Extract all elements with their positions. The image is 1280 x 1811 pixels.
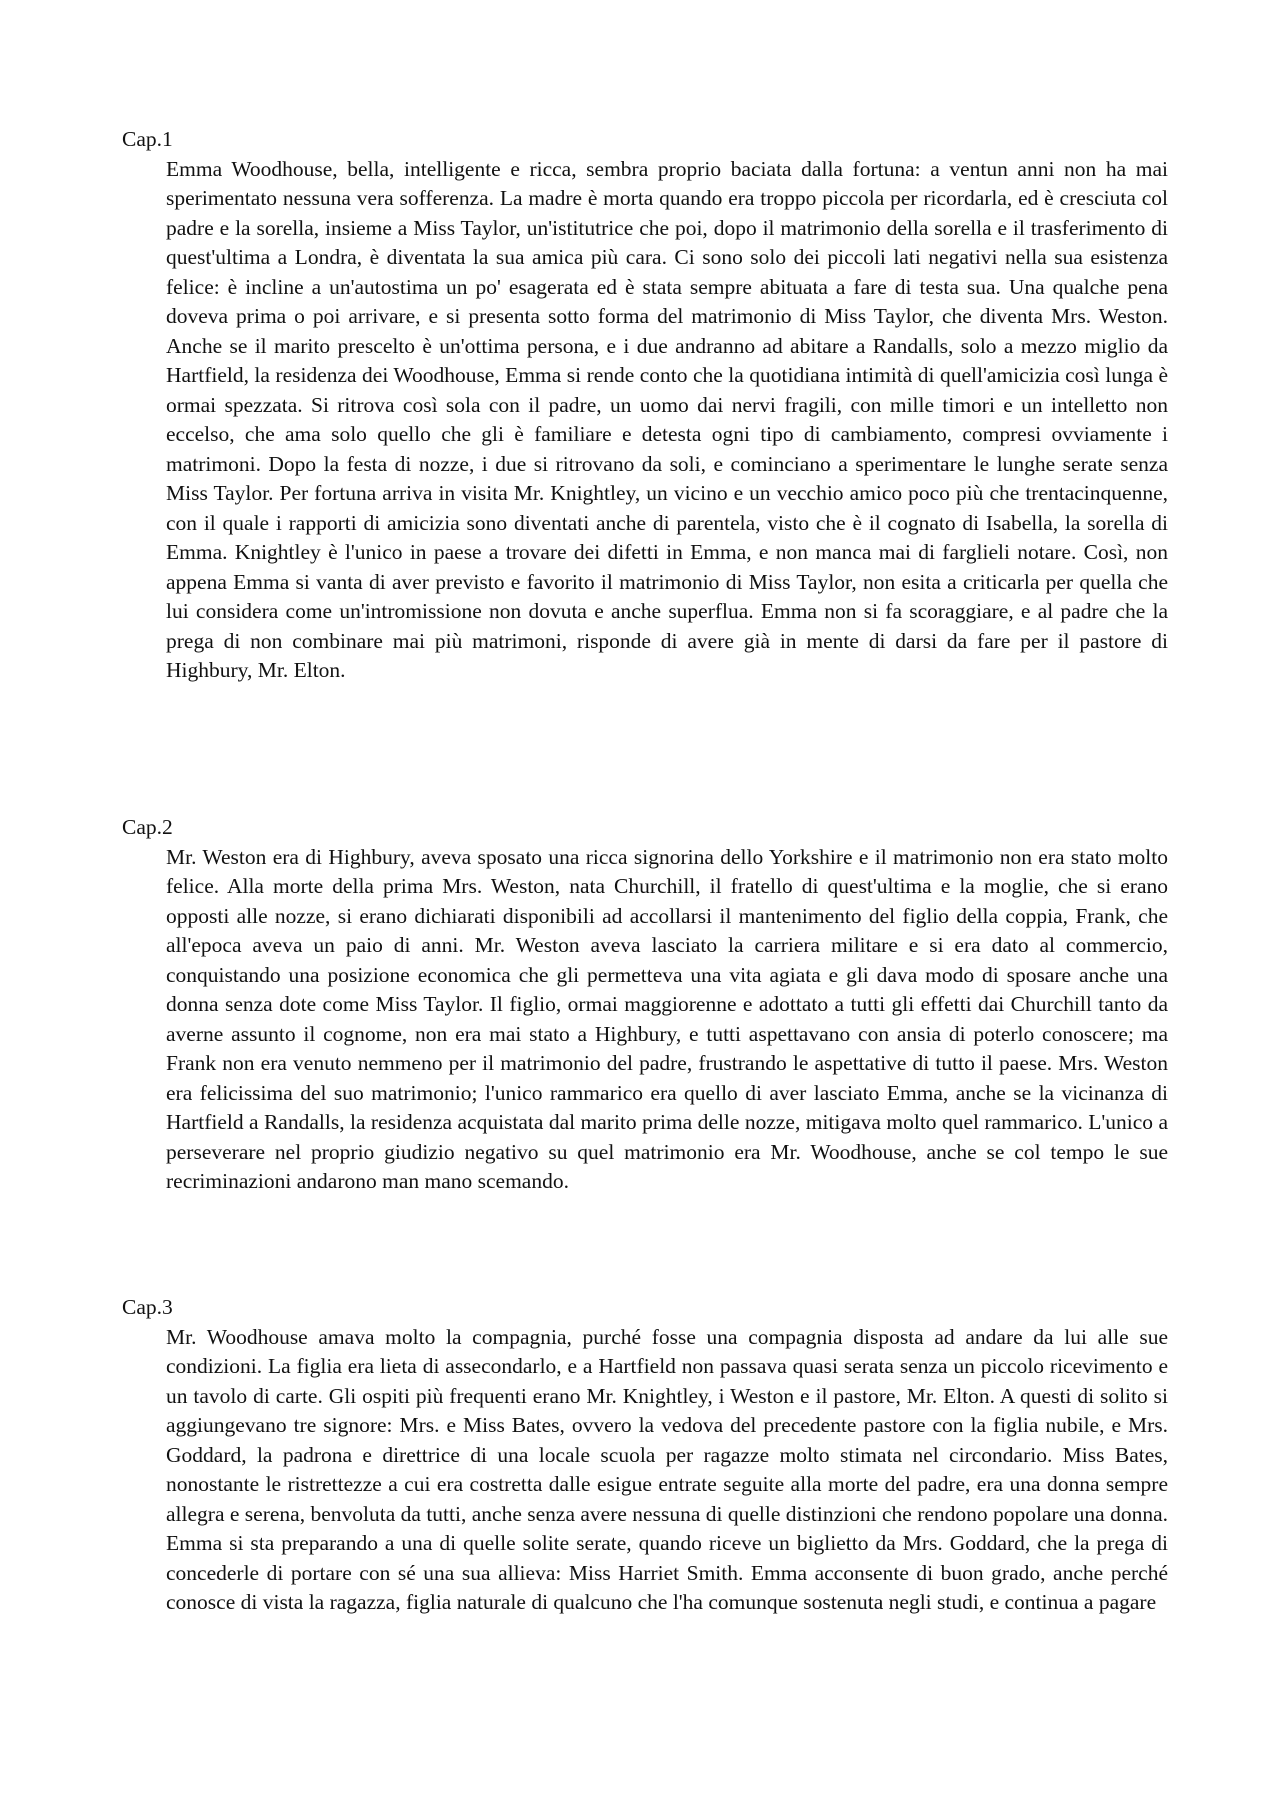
chapter-title: Cap.3 bbox=[122, 1295, 173, 1319]
chapter-3 bbox=[122, 1293, 1168, 1618]
chapter-paragraph: Mr. Weston era di Highbury, aveva sposato una ricca signorina dello Yorkshire e il matrimonio non era stato molto felice. Alla morte della prima Mrs. Weston, nata Churchill, il fratello di quest'ultima e la moglie, che si erano opposti alle nozze, si erano dichiarati disponibili ad accollarsi il mantenimento del figlio della coppia, Frank, che all'epoca aveva un paio di anni. Mr. Weston aveva lasciato la carriera militare e si era dato al commercio, conquistando una posizione economica che gli permetteva una vita agiata e gli dava modo di sposare anche una donna senza dote come Miss Taylor. Il figlio, ormai maggiorenne e adottato a tutti gli effetti dai Churchill tanto da averne assunto il cognome, non era mai stato a Highbury, e tutti aspettavano con ansia di poterlo conoscere; ma Frank non era venuto nemmeno per il matrimonio del padre, frustrando le aspettative di tutto il paese. Mrs. Weston era felicissima del suo matrimonio; l'unico rammarico era quello di aver lasciato Emma, anche se la vicinanza di Hartfield a Randalls, la residenza acquistata dal marito prima delle nozze, mitigava molto quel rammarico. L'unico a perseverare nel proprio giudizio negativo su quel matrimonio era Mr. Woodhouse, anche se col tempo le sue recriminazioni andarono man mano scemando. bbox=[166, 844, 1168, 1193]
chapter-1 bbox=[122, 125, 1168, 686]
chapter-paragraph: Emma Woodhouse, bella, intelligente e ricca, sembra proprio baciata dalla fortuna: a ventun anni non ha mai sperimentato nessuna vera sofferenza. La madre è morta quando era troppo piccola per ricordarla, ed è cresciuta col padre e la sorella, insieme a Miss Taylor, un'istitutrice che poi, dopo il matrimonio della sorella e il trasferimento di quest'ultima a Londra, è diventata la sua amica più cara. Ci sono solo dei piccoli lati negativi nella sua esistenza felice: è incline a un'autostima un po' esagerata ed è stata sempre abituata a fare di testa sua. Una qualche pena doveva prima o poi arrivare, e si presenta sotto forma del matrimonio di Miss Taylor, che diventa Mrs. Weston. Anche se il marito prescelto è un'ottima persona, e i due andranno ad abitare a Randalls, solo a mezzo miglio da Hartfield, la residenza dei Woodhouse, Emma si rende conto che la quotidiana intimità di quell'amicizia così lunga è ormai spezzata. Si ritrova così sola con il padre, un uomo dai nervi fragili, con mille timori e un intelletto non eccelso, che ama solo quello che gli è familiare e detesta ogni tipo di cambiamento, compresi ovviamente i matrimoni. Dopo la festa di nozze, i due si ritrovano da soli, e cominciano a sperimentare le lunghe serate senza Miss Taylor. Per fortuna arriva in visita Mr. Knightley, un vicino e un vecchio amico poco più che trentacinquenne, con il quale i rapporti di amicizia sono diventati anche di parentela, visto che è il cognato di Isabella, la sorella di Emma. Knightley è l'unico in paese a trovare dei difetti in Emma, e non manca mai di farglieli notare. Così, non appena Emma si vanta di aver previsto e favorito il matrimonio di Miss Taylor, non esita a criticarla per quella che lui considera come un'intromissione non dovuta e anche superflua. Emma non si fa scoraggiare, e al padre che la prega di non combinare mai più matrimoni, risponde di avere già in mente di darsi da fare per il pastore di Highbury, Mr. Elton. bbox=[166, 156, 1168, 682]
chapter-paragraph: Mr. Woodhouse amava molto la compagnia, purché fosse una compagnia disposta ad andare da lui alle sue condizioni. La figlia era lieta di assecondarlo, e a Hartfield non passava quasi serata senza un piccolo ricevimento e un tavolo di carte. Gli ospiti più frequenti erano Mr. Knightley, i Weston e il pastore, Mr. Elton. A questi di solito si aggiungevano tre signore: Mrs. e Miss Bates, ovvero la vedova del precedente pastore con la figlia nubile, e Mrs. Goddard, la padrona e direttrice di una locale scuola per ragazze molto stimata nel circondario. Miss Bates, nonostante le ristrettezze a cui era costretta dalle esigue entrate seguite alla morte del padre, era una donna sempre allegra e serena, benvoluta da tutti, anche senza avere nessuna di quelle distinzioni che rendono popolare una donna. Emma si sta preparando a una di quelle solite serate, quando riceve un biglietto da Mrs. Goddard, che la prega di concederle di portare con sé una sua allieva: Miss Harriet Smith. Emma acconsente di buon grado, anche perché conosce di vista la ragazza, figlia naturale di qualcuno che l'ha comunque sostenuta negli studi, e continua a pagare bbox=[166, 1324, 1168, 1614]
chapter-title: Cap.1 bbox=[122, 127, 173, 151]
chapter-2 bbox=[122, 813, 1168, 1197]
chapter-title: Cap.2 bbox=[122, 815, 173, 839]
